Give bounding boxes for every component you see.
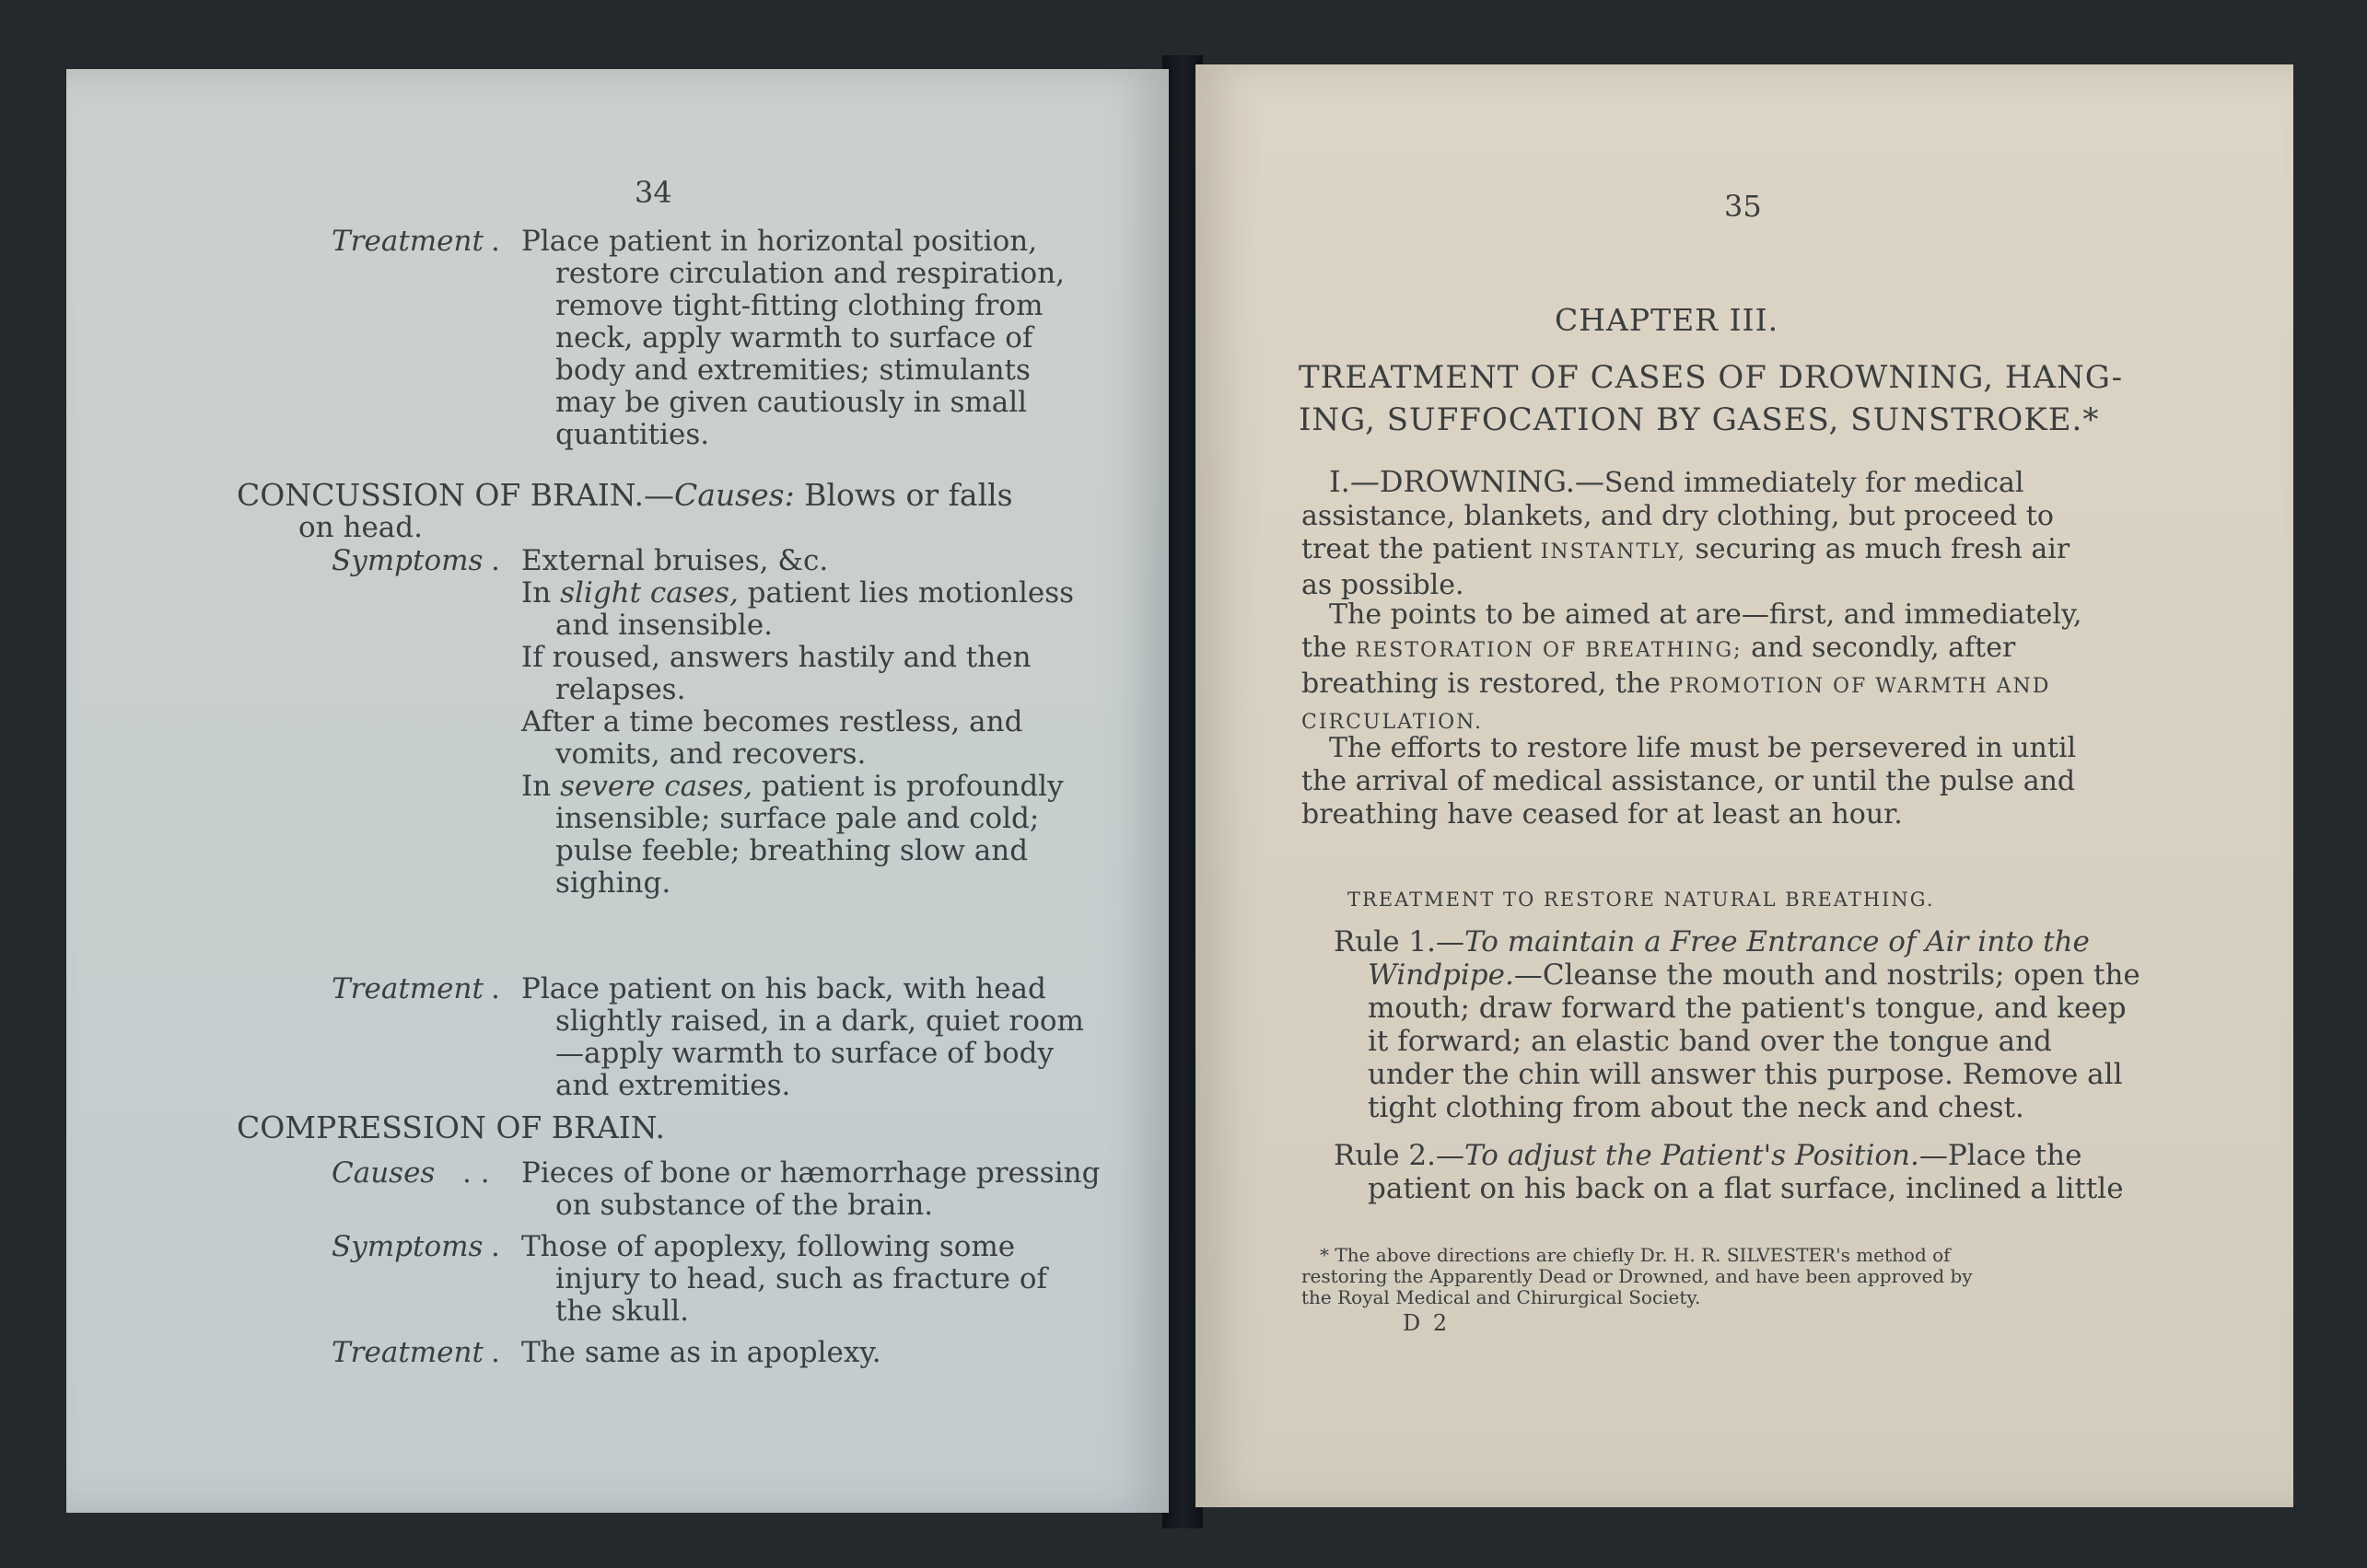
text-line: Place patient in horizontal position, [521,225,1038,258]
treatment-label-1: Treatment [332,225,484,258]
text-line: mouth; draw forward the patient's tongue, and keep [1368,992,2127,1025]
drowning-lead: I.—DROWNING.— [1329,464,1604,499]
text-line: sighing. [555,866,671,900]
label-dot: . [491,544,500,577]
label-dot: . [491,972,500,1005]
text-line: relapses. [555,673,686,706]
symptoms-block-2 [521,1231,1047,1328]
text-line: and insensible. [555,609,774,642]
text-line: slightly raised, in a dark, quiet room [555,1005,1084,1038]
rule-lead: Rule 1.— [1334,925,1464,958]
section-subheading: TREATMENT TO RESTORE NATURAL BREATHING. [1347,889,1935,911]
text-span: securing as much fresh air [1685,533,2070,565]
text-line: Those of apoplexy, following some [521,1230,1016,1263]
smallcaps-span: PROMOTION OF WARMTH AND [1669,675,2051,698]
label-dot: . [491,1230,500,1263]
text-span: —Cleanse the mouth and nostrils; open the [1513,958,2140,992]
treatment-label-3: Treatment [332,1336,484,1369]
treatment-1-block [521,226,1065,451]
text-line: under the chin will answer this purpose. Remove all [1368,1058,2123,1091]
text-span: In [521,770,561,803]
text-line: remove tight-fitting clothing from [555,289,1044,322]
smallcaps-span: RESTORATION OF BREATHING; [1355,639,1743,662]
smallcaps-span: INSTANTLY, [1540,540,1686,563]
right-page [1195,64,2293,1507]
text-span: —Place the [1918,1139,2082,1172]
drowning-paragraph [1301,465,2070,602]
text-span: patient lies motionless [738,576,1075,610]
text-line: Pieces of bone or hæmorrhage pressing [521,1156,1101,1190]
text-line: breathing have ceased for at least an hour. [1301,798,1903,830]
text-line: restore circulation and respiration, [555,257,1066,290]
text-line [1334,1139,2124,1172]
footnote-line: the Royal Medical and Chirurgical Society. [1301,1286,1701,1308]
text-line: neck, apply warmth to surface of [555,321,1033,354]
text-span: In [521,576,561,610]
text-line: Place patient on his back, with head [521,972,1046,1005]
causes-label: Causes: [674,477,795,513]
chapter-title-line-2: ING, SUFFOCATION BY GASES, SUNSTROKE.* [1299,401,2100,438]
causes-block [521,1157,1100,1222]
footnote [1301,1245,1973,1308]
chapter-title-line-1: TREATMENT OF CASES OF DROWNING, HANG- [1299,359,2124,396]
label-dot: . . [462,1156,490,1190]
text-line [1334,958,2140,992]
text-span: Send immediately for medical [1603,467,2024,499]
symptoms-block [521,545,1074,900]
text-span: and secondly, after [1742,632,2016,664]
text-line: patient on his back on a flat surface, inclined a little [1368,1172,2124,1205]
text-line [1301,533,2070,569]
page-number-34: 34 [635,175,672,210]
italic-span: To maintain a Free Entrance of Air into the [1464,925,2090,958]
text-line: it forward; an elastic band over the tongue and [1368,1025,2052,1058]
italic-span: Windpipe. [1368,958,1514,992]
text-line: The same as in apoplexy. [521,1336,881,1369]
causes-label: Causes [332,1156,436,1190]
causes-text: Blows or falls [804,477,1013,513]
italic-span: slight cases, [560,576,739,610]
footnote-line: restoring the Apparently Dead or Drowned, and have been approved by [1301,1265,1973,1287]
left-page [66,69,1169,1513]
text-line: —apply warmth to surface of body [555,1037,1055,1070]
text-line: on substance of the brain. [555,1189,934,1222]
printer-signature: D 2 [1403,1310,1451,1336]
text-line: body and extremities; stimulants [555,354,1031,387]
text-span: breathing is restored, the [1301,668,1670,700]
page-number-35: 35 [1724,189,1762,224]
text-line: the skull. [555,1295,689,1328]
text-span: treat the patient [1301,533,1541,565]
italic-span: severe cases, [560,770,753,803]
text-line: After a time becomes restless, and [521,705,1023,738]
compression-heading: COMPRESSION OF BRAIN. [237,1109,665,1145]
concussion-heading [237,479,1013,511]
text-line: and extremities. [555,1069,791,1102]
text-line [1301,632,2081,668]
text-line: the arrival of medical assistance, or until the pulse and [1301,765,2076,797]
footnote-line: * The above directions are chiefly Dr. H. R. SILVESTER's method of [1320,1244,1951,1266]
text-line: The efforts to restore life must be persevered in until [1329,732,2077,764]
treatment-label-2: Treatment [332,972,484,1005]
text-line: may be given cautiously in small [555,386,1028,419]
text-line: as possible. [1301,569,1464,601]
text-line: External bruises, &c. [521,544,829,577]
text-line: If roused, answers hastily and then [521,641,1032,674]
treatment-2-block [521,973,1084,1102]
text-line [1301,668,2081,703]
efforts-paragraph [1301,732,2076,831]
italic-span: To adjust the Patient's Position. [1464,1139,1919,1172]
rule-1 [1334,925,2140,1124]
text-line: quantities. [555,418,710,451]
rule-lead: Rule 2.— [1334,1139,1464,1172]
text-line: injury to head, such as fracture of [555,1262,1047,1295]
smallcaps-span: CIRCULATION. [1301,711,1483,734]
text-span: patient is profoundly [752,770,1064,803]
text-line [521,577,1074,610]
text-line: pulse feeble; breathing slow and [555,834,1029,867]
points-paragraph [1301,598,2081,739]
treatment-3-block [521,1337,881,1369]
label-dot: . [491,1336,500,1369]
text-line [521,771,1074,803]
text-line: The points to be aimed at are—first, and immediately, [1329,598,2082,631]
text-line: assistance, blankets, and dry clothing, but proceed to [1301,500,2054,532]
text-line: vomits, and recovers. [555,738,867,771]
heading-text: CONCUSSION OF BRAIN.— [237,477,674,513]
text-line [1334,925,2140,958]
text-line: tight clothing from about the neck and chest. [1368,1091,2024,1124]
text-line [1301,465,2070,500]
rule-2 [1334,1139,2124,1205]
chapter-heading: CHAPTER III. [1555,302,1779,338]
symptoms-label-2: Symptoms [332,1230,484,1263]
text-line: insensible; surface pale and cold; [555,802,1040,835]
concussion-line2: on head. [298,511,423,544]
symptoms-label: Symptoms [332,544,484,577]
label-dot: . [491,225,500,258]
text-span: the [1301,632,1356,664]
